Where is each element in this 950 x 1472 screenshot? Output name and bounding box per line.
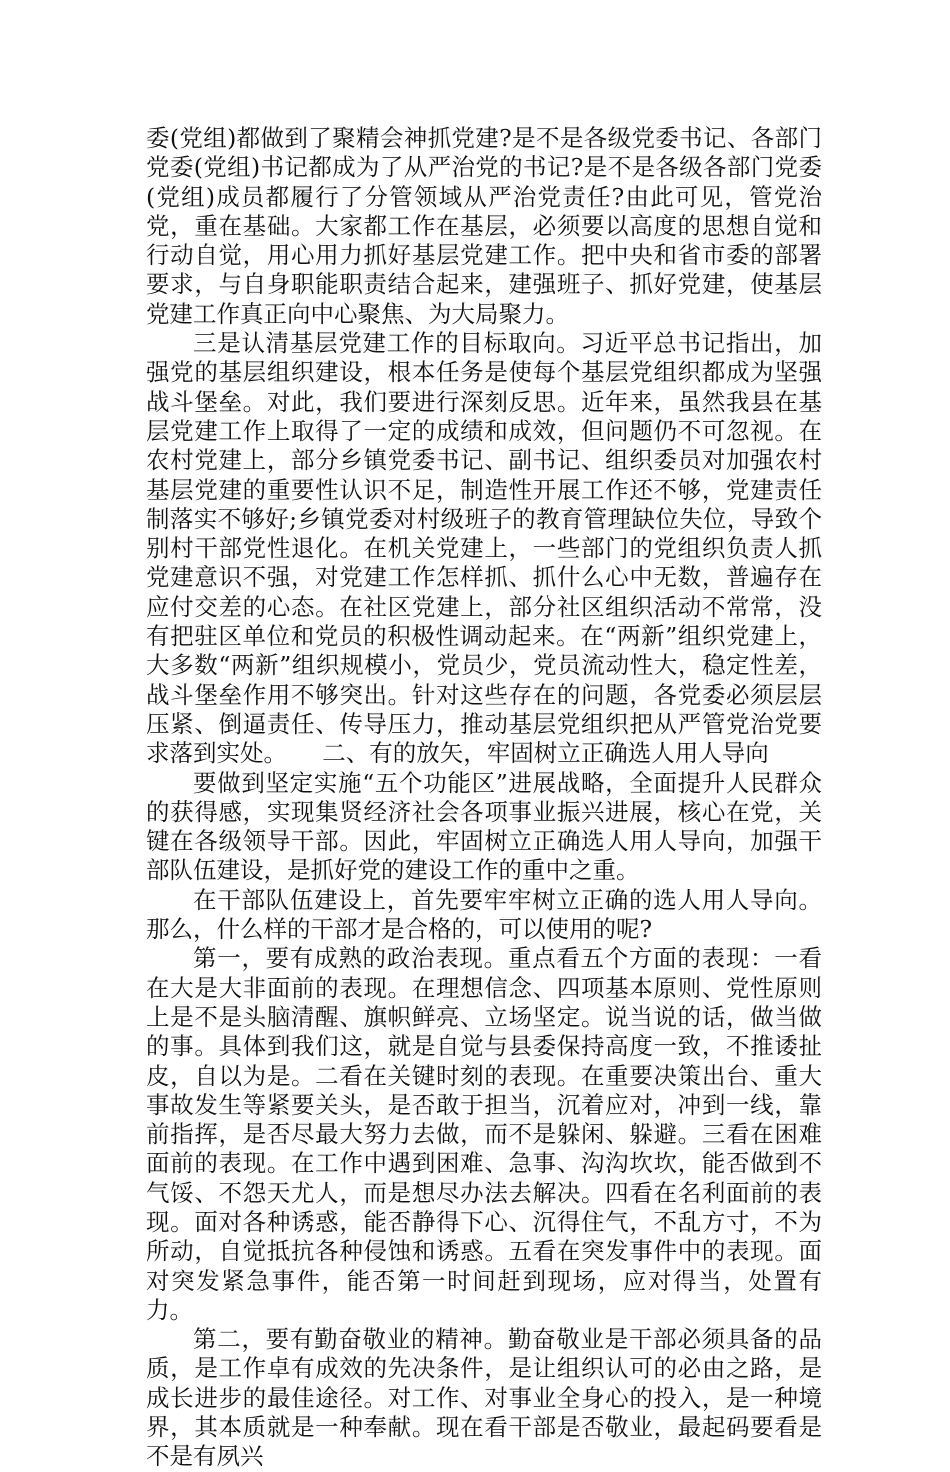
paragraph-1: 委(党组)都做到了聚精会神抓党建?是不是各级党委书记、各部门党委(党组)书记都成为了从严治党的书记?是不是各级各部门党委(党组)成员都履行了分管领域从严治党责任?由此可见，管党治党，重在基础。大家都工作在基层，必须要以高度的思想自觉和行动自觉，用心用力抓好基层党建工作。把中央和省市委的部署要求，与自身职能职责结合起来，建强班子、抓好党建，使基层党建工作真正向中心聚焦、为大局聚力。 bbox=[146, 124, 822, 328]
paragraph-2: 三是认清基层党建工作的目标取向。习近平总书记指出，加强党的基层组织建设，根本任务是使每个基层党组织都成为坚强战斗堡垒。对此，我们要进行深刻反思。近年来，虽然我县在基层党建工作上取得了一定的成绩和成效，但问题仍不可忽视。在农村党建上，部分乡镇党委书记、副书记、组织委员对加强农村基层党建的重要性认识不足，制造性开展工作还不够，党建责任制落实不够好;乡镇党委对村级班子的教育管理缺位失位，导致个别村干部党性退化。在机关党建上，一些部门的党组织负责人抓党建意识不强，对党建工作怎样抓、抓什么心中无数，普遍存在应付交差的心态。在社区党建上，部分社区组织活动不常常，没有把驻区单位和党员的积极性调动起来。在“两新”组织党建上，大多数“两新”组织规模小，党员少，党员流动性大，稳定性差，战斗堡垒作用不够突出。针对这些存在的问题，各党委必须层层压紧、倒逼责任、传导压力，推动基层党组织把从严管党治党要求落到实处。 二、有的放矢，牢固树立正确选人用人导向 bbox=[146, 329, 822, 768]
paragraph-4: 在干部队伍建设上，首先要牢牢树立正确的选人用人导向。那么，什么样的干部才是合格的，可以使用的呢? bbox=[146, 885, 822, 944]
paragraph-3: 要做到坚定实施“五个功能区”进展战略，全面提升人民群众的获得感，实现集贤经济社会各项事业振兴进展，核心在党，关键在各级领导干部。因此，牢固树立正确选人用人导向，加强干部队伍建设，是抓好党的建设工作的重中之重。 bbox=[146, 768, 822, 885]
paragraph-5: 第一，要有成熟的政治表现。重点看五个方面的表现：一看在大是大非面前的表现。在理想信念、四项基本原则、党性原则上是不是头脑清醒、旗帜鲜亮、立场坚定。说当说的话，做当做的事。具体到我们这，就是自觉与县委保持高度一致，不推诿扯皮，自以为是。二看在关键时刻的表现。在重要决策出台、重大事故发生等紧要关头，是否敢于担当，沉着应对，冲到一线，靠前指挥，是否尽最大努力去做，而不是躲闲、躲避。三看在困难面前的表现。在工作中遇到困难、急事、沟沟坎坎，能否做到不气馁、不怨天尤人，而是想尽办法去解决。四看在名利面前的表现。面对各种诱惑，能否静得下心、沉得住气，不乱方寸，不为所动，自觉抵抗各种侵蚀和诱惑。五看在突发事件中的表现。面对突发紧急事件，能否第一时间赶到现场，应对得当，处置有力。 bbox=[146, 944, 822, 1324]
paragraph-6: 第二，要有勤奋敬业的精神。勤奋敬业是干部必须具备的品质，是工作卓有成效的先决条件，是让组织认可的必由之路，是成长进步的最佳途径。对工作、对事业全身心的投入，是一种境界，其本质就是一种奉献。现在看干部是否敬业，最起码要看是不是有夙兴 bbox=[146, 1325, 822, 1471]
document-page bbox=[146, 124, 822, 1472]
